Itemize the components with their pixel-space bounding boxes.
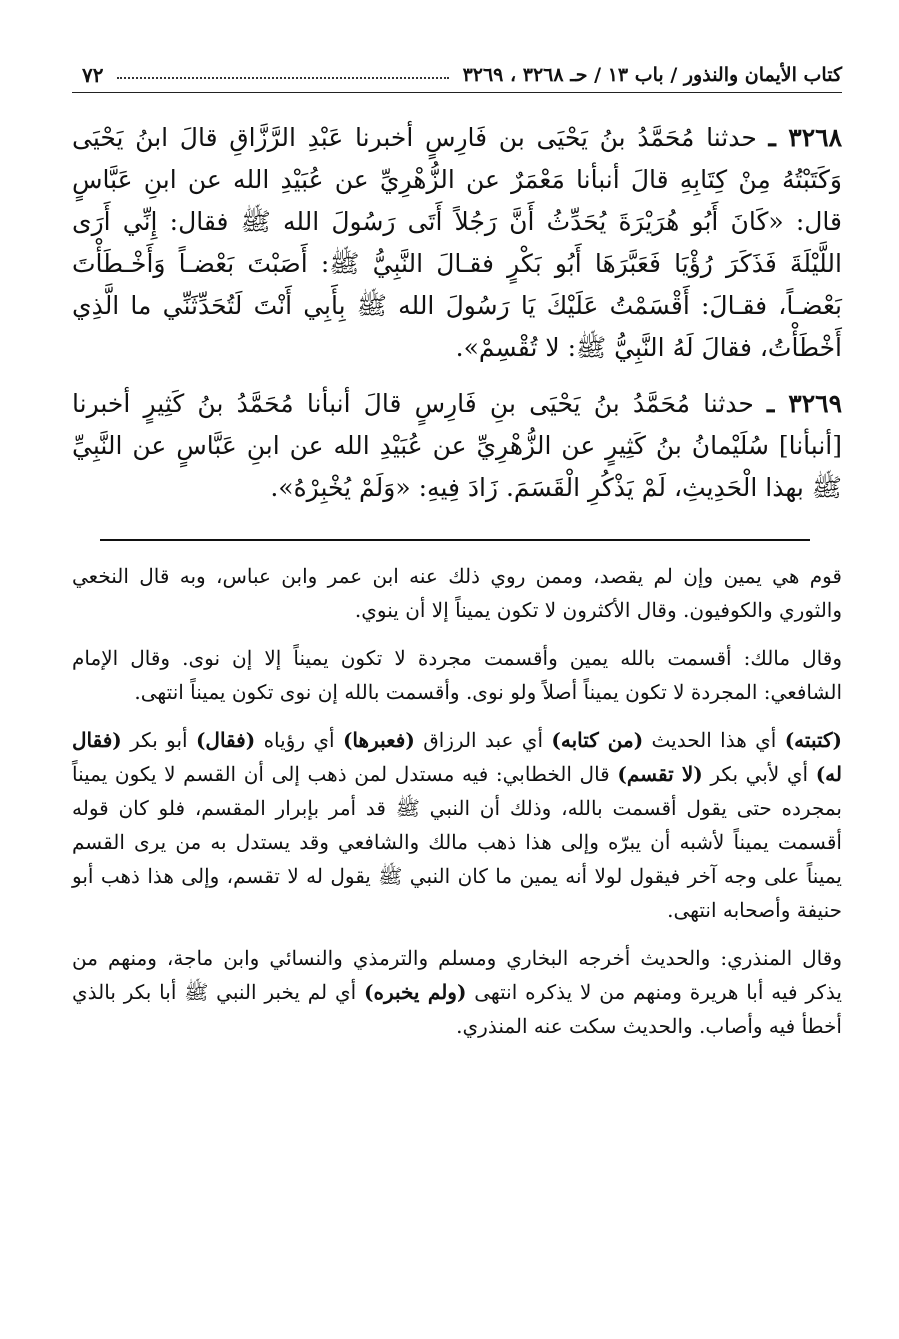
commentary-text: أي رؤياه bbox=[255, 728, 343, 752]
hadith-body: حدثنا مُحَمَّدُ بنُ يَحْيَى بنِ فَارِسٍ قالَ أنبأنا مُحَمَّدُ بنُ كَثِيرٍ أخبرنا [أنبأنا] سُلَيْمانُ بنُ كَثِيرٍ عن الزُّهْرِيِّ عن عُبَيْدِ الله عن ابنِ عَبَّاسٍ عن النَّبِيِّ ﷺ بهذا الْحَدِيثِ، لَمْ يَذْكُرِ الْقَسَمَ. زَادَ فِيهِ: «وَلَمْ يُخْبِرْهُ». bbox=[72, 389, 842, 502]
commentary bbox=[72, 559, 842, 1043]
commentary-text: أبو بكر bbox=[121, 728, 196, 752]
commentary-keyword: (لا تقسم) bbox=[617, 762, 703, 786]
commentary-keyword: (فقال) bbox=[195, 728, 256, 752]
hadith-paragraph bbox=[72, 383, 842, 509]
commentary-paragraph bbox=[72, 941, 842, 1043]
commentary-paragraph bbox=[72, 723, 842, 927]
commentary-text: أي لأبي بكر bbox=[702, 762, 816, 786]
hadith-text bbox=[72, 117, 842, 509]
commentary-keyword: (فقال له) bbox=[72, 728, 842, 786]
page-number: ٧٢ bbox=[82, 63, 104, 87]
hadith-body: حدثنا مُحَمَّدُ بنُ يَحْيَى بن فَارِسٍ أخبرنا عَبْدِ الرَّزَّاقِ قالَ ابنُ يَحْيَى وَكَتَبْتُهُ مِنْ كِتَابِهِ قالَ أنبأنا مَعْمَرٌ عن الزُّهْرِيِّ عن عُبَيْدِ الله عن ابنِ عَبَّاسٍ قال: «كَانَ أَبُو هُرَيْرَةَ يُحَدِّثُ أَنَّ رَجُلاً أَتَى رَسُولَ الله ﷺ فقال: إِنِّي أَرَى اللَّيْلَةَ فَذَكَرَ رُؤْيَا فَعَبَّرَهَا أَبُو بَكْرٍ فقـالَ النَّبِيُّ ﷺ: أَصَبْتَ بَعْضـاً وَأَخْـطَأْتَ بَعْضـاً، فقـالَ: أَقْسَمْتُ عَلَيْكَ يَا رَسُولَ الله ﷺ بِأَبِي أَنْتَ لَتُحَدِّثَنِّي ما الَّذِي أَخْطَأْتُ، فقالَ لَهُ النَّبِيُّ ﷺ: لا تُقْسِمْ». bbox=[72, 123, 842, 362]
commentary-text: أي عبد الرزاق bbox=[414, 728, 552, 752]
commentary-text: وقال المنذري: والحديث أخرجه البخاري ومسلم والترمذي والنسائي وابن ماجة، ومنهم من يذكر فيه أبا هريرة ومنهم من لا يذكره انتهى bbox=[72, 946, 842, 1004]
hadith-number: ٣٢٦٨ ـ bbox=[768, 123, 843, 152]
running-header bbox=[72, 58, 842, 93]
page bbox=[72, 58, 842, 1057]
commentary-keyword: (فعبرها) bbox=[342, 728, 415, 752]
hadith-number: ٣٢٦٩ ـ bbox=[767, 389, 843, 418]
commentary-paragraph: قوم هي يمين وإن لم يقصد، وممن روي ذلك عنه ابن عمر وابن عباس، وبه قال النخعي والثوري والكوفيون. وقال الأكثرون لا تكون يميناً إلا أن ينوي. bbox=[72, 564, 842, 622]
header-dotted-leader bbox=[117, 71, 448, 79]
commentary-text: أي لم يخبر النبي ﷺ أبا بكر بالذي أخطأ فيه وأصاب. والحديث سكت عنه المنذري. bbox=[72, 980, 842, 1038]
commentary-keyword: (من كتابه) bbox=[551, 728, 644, 752]
running-title: كتاب الأيمان والنذور / باب ١٣ / حـ ٣٢٦٨ ، ٣٢٦٩ bbox=[462, 64, 842, 86]
commentary-paragraph: وقال مالك: أقسمت بالله يمين وأقسمت مجردة لا تكون يميناً إلا إن نوى. وقال الإمام الشافعي: المجردة لا تكون يميناً أصلاً ولو نوى. وأقسمت بالله إن نوى تكون يميناً انتهى. bbox=[72, 646, 842, 704]
commentary-text: قال الخطابي: فيه مستدل لمن ذهب إلى أن القسم لا يكون يميناً بمجرده حتى يقول أقسمت بالله، وذلك أن النبي ﷺ قد أمر بإبرار المقسم، فلو كان قوله أقسمت يميناً لأشبه أن يبرّه وإلى هذا ذهب مالك والشافعي وقد يستدل به من يرى القسم يميناً على وجه آخر فيقول لولا أنه يمين ما كان النبي ﷺ يقول له لا تقسم، وإلى هذا ذهب أبو حنيفة وأصحابه انتهى. bbox=[72, 762, 842, 922]
commentary-keyword: (كتبته) bbox=[784, 728, 842, 752]
hadith-paragraph bbox=[72, 117, 842, 369]
commentary-text: أي هذا الحديث bbox=[643, 728, 785, 752]
commentary-keyword: (ولم يخبره) bbox=[364, 980, 467, 1004]
separator-rule bbox=[100, 539, 810, 541]
